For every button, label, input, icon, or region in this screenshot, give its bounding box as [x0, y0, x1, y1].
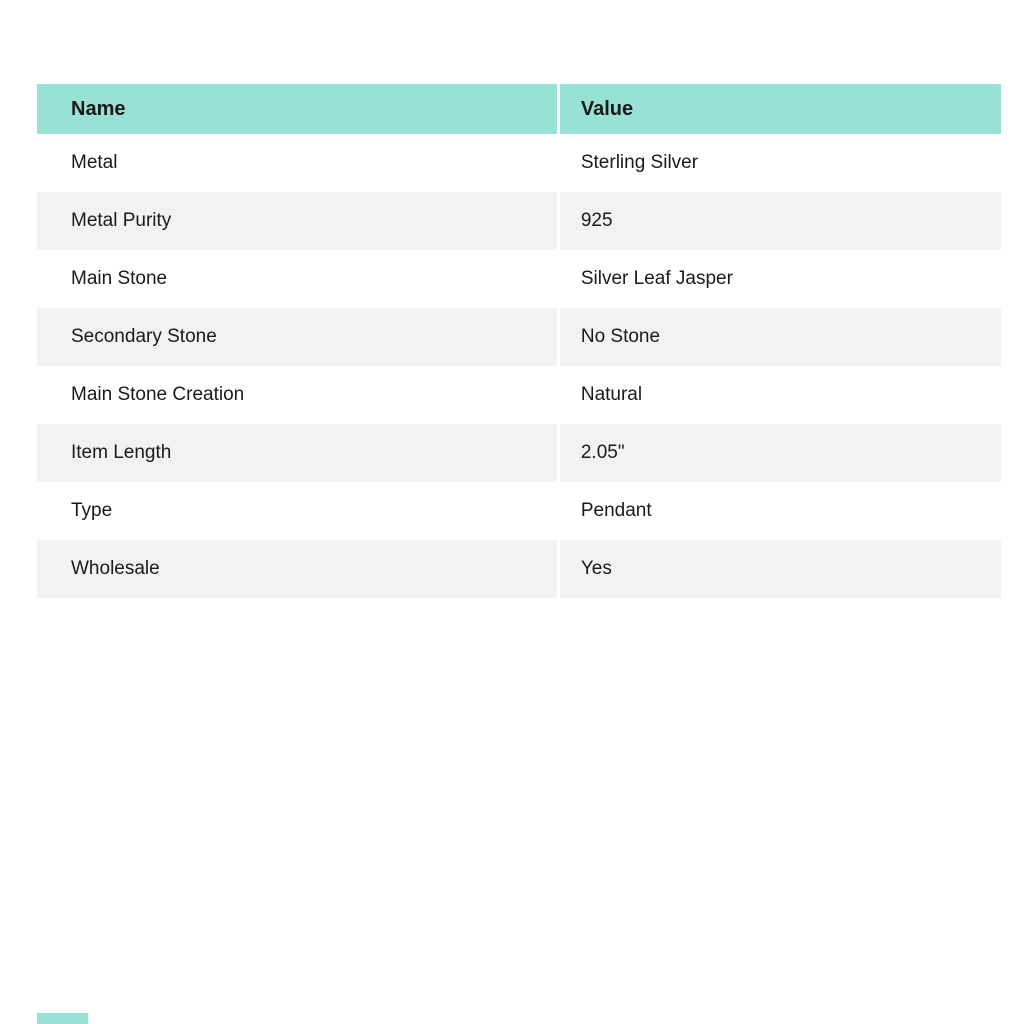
- table-row: [37, 482, 1001, 540]
- table-row: [37, 134, 1001, 192]
- table-row: [37, 366, 1001, 424]
- attribute-value-cell: Yes: [560, 540, 1001, 598]
- attribute-value-cell: Natural: [560, 366, 1001, 424]
- attribute-name-cell: Type: [37, 482, 560, 540]
- attribute-value-cell: No Stone: [560, 308, 1001, 366]
- attribute-name-cell: Main Stone Creation: [37, 366, 560, 424]
- attribute-value-cell: Silver Leaf Jasper: [560, 250, 1001, 308]
- attribute-value-cell: 925: [560, 192, 1001, 250]
- table-row: [37, 308, 1001, 366]
- attribute-name-cell: Main Stone: [37, 250, 560, 308]
- attributes-table: [37, 84, 1001, 598]
- column-header-name: Name: [37, 84, 560, 134]
- table-row: [37, 424, 1001, 482]
- column-header-value: Value: [560, 84, 1001, 134]
- attribute-name-cell: Metal Purity: [37, 192, 560, 250]
- next-table-header-fragment: [37, 1013, 88, 1024]
- table-header: [37, 84, 1001, 134]
- product-attributes-table: [37, 84, 1001, 598]
- attribute-value-cell: 2.05": [560, 424, 1001, 482]
- attribute-value-cell: Pendant: [560, 482, 1001, 540]
- table-row: [37, 540, 1001, 598]
- attribute-name-cell: Wholesale: [37, 540, 560, 598]
- attribute-name-cell: Metal: [37, 134, 560, 192]
- table-row: [37, 250, 1001, 308]
- table-body: [37, 134, 1001, 598]
- attribute-value-cell: Sterling Silver: [560, 134, 1001, 192]
- table-row: [37, 192, 1001, 250]
- header-row: [37, 84, 1001, 134]
- attribute-name-cell: Item Length: [37, 424, 560, 482]
- attribute-name-cell: Secondary Stone: [37, 308, 560, 366]
